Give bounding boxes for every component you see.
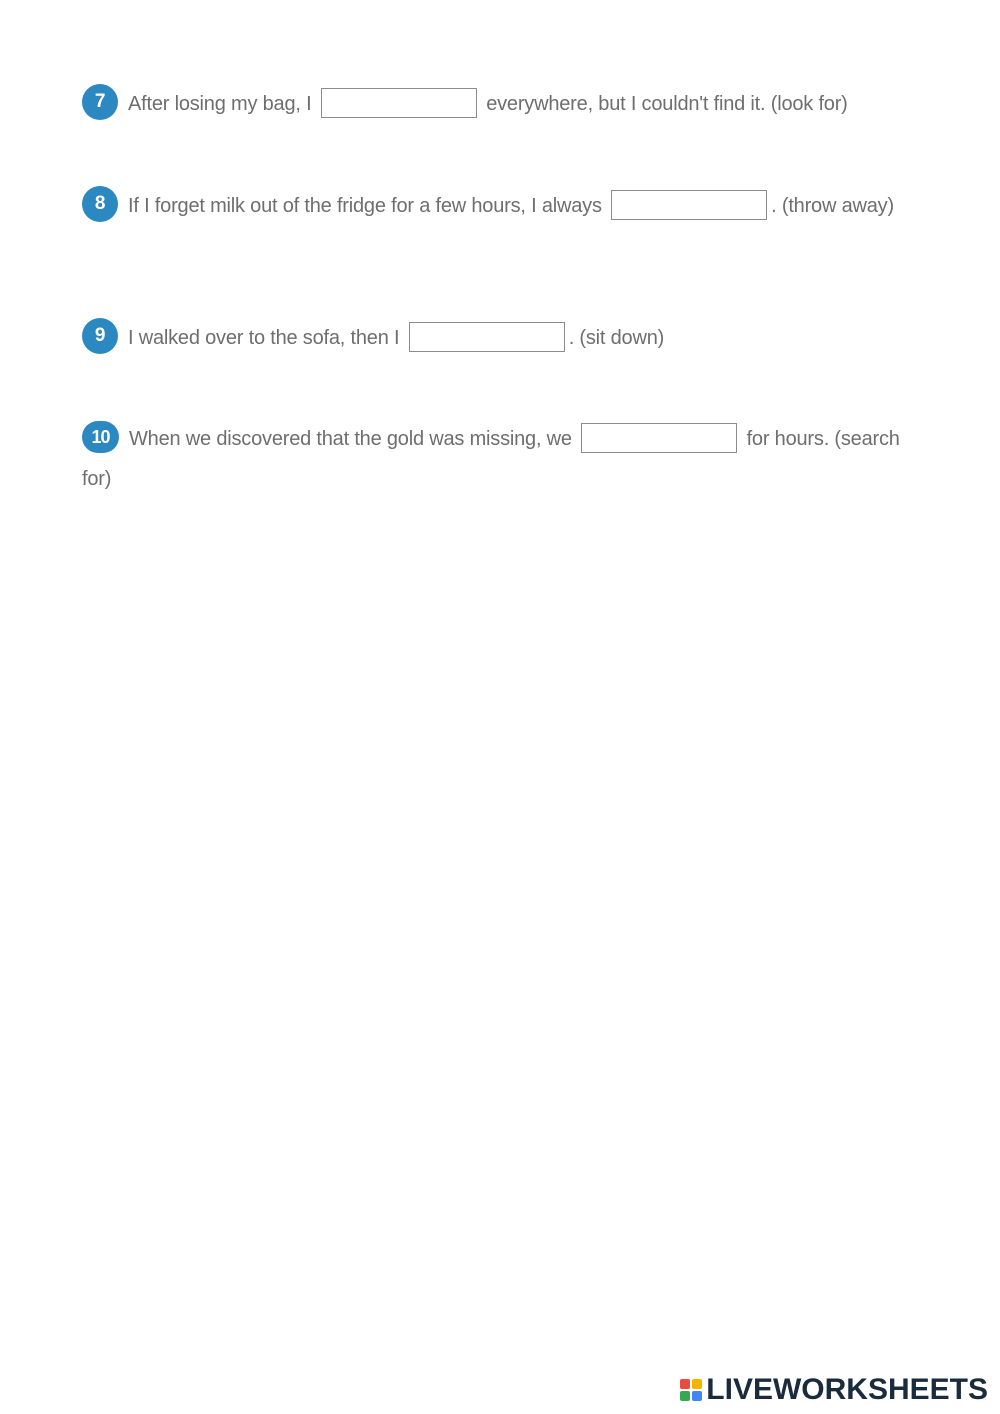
logo-grid-icon [680, 1379, 702, 1401]
answer-input-9[interactable] [409, 322, 565, 352]
liveworksheets-logo [680, 1372, 988, 1408]
answer-input-7[interactable] [321, 88, 477, 118]
question-text-after: for hours. (search for) [82, 428, 900, 490]
question-text-after: . (sit down) [568, 327, 665, 349]
logo-square-icon [680, 1391, 690, 1401]
question-number-badge: 8 [82, 186, 118, 222]
question-8 [82, 186, 902, 226]
question-10 [82, 419, 902, 499]
question-9 [82, 318, 902, 358]
logo-text: LIVEWORKSHEETS [706, 1373, 988, 1406]
answer-input-10[interactable] [581, 423, 737, 453]
question-number-badge: 7 [82, 84, 118, 120]
question-text-after: everywhere, but I couldn't find it. (look for) [486, 93, 848, 115]
question-text-before: When we discovered that the gold was missing, we [129, 428, 572, 450]
question-number-badge: 10 [82, 421, 119, 453]
logo-square-icon [692, 1391, 702, 1401]
question-text-before: I walked over to the sofa, then I [128, 327, 400, 349]
logo-square-icon [680, 1379, 690, 1389]
question-text-after: . (throw away) [771, 195, 894, 217]
answer-input-8[interactable] [611, 190, 767, 220]
question-text-before: If I forget milk out of the fridge for a few hours, I always [128, 195, 602, 217]
question-7 [82, 84, 902, 124]
logo-square-icon [692, 1379, 702, 1389]
question-text-before: After losing my bag, I [128, 93, 312, 115]
question-number-badge: 9 [82, 318, 118, 354]
